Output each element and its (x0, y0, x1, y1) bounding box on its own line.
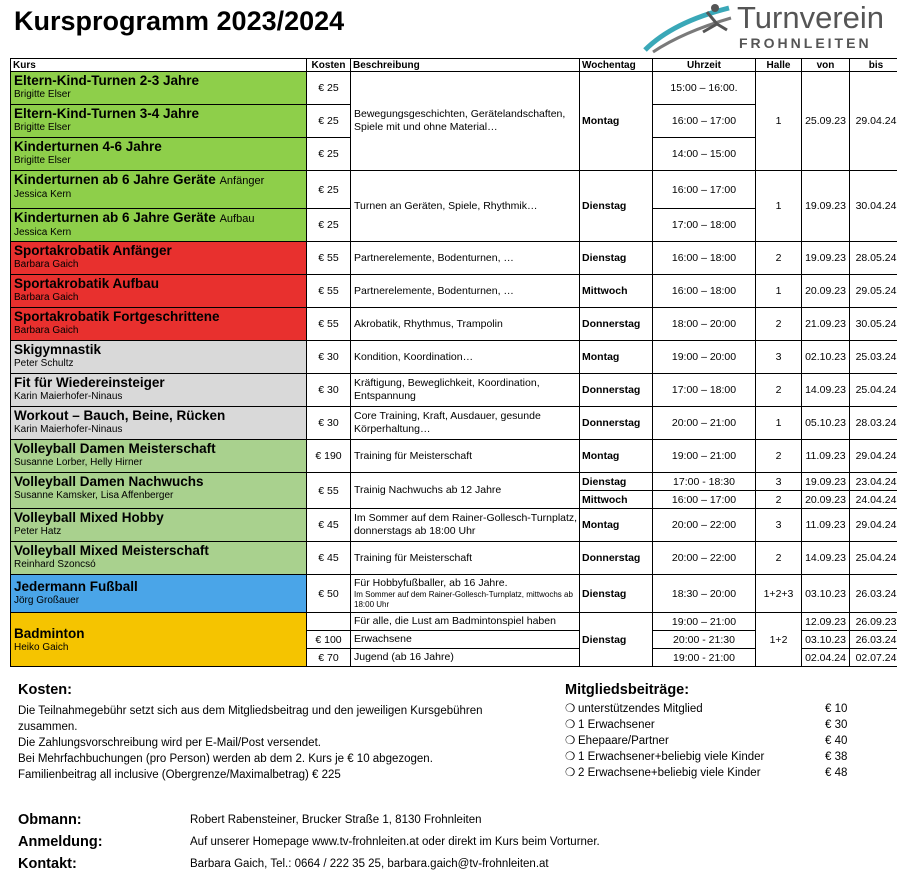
time-cell: 18:00 – 20:00 (653, 308, 756, 341)
time-cell: 16:00 – 17:00 (653, 105, 756, 138)
cost-cell: € 55 (307, 275, 351, 308)
membership-heading: Mitgliedsbeiträge: (565, 682, 690, 698)
weekday-cell: Mittwoch (580, 275, 653, 308)
cost-cell: € 25 (307, 138, 351, 171)
header-halle: Halle (756, 59, 802, 72)
time-cell: 16:00 – 17:00 (653, 491, 756, 509)
cost-cell: € 55 (307, 308, 351, 341)
cost-cell: € 55 (307, 473, 351, 509)
to-cell: 29.04.24 (850, 440, 897, 473)
course-cell: Volleyball Damen Meisterschaft Susanne Lorber, Helly Hirner (11, 440, 307, 473)
table-row (11, 374, 897, 407)
cost-cell: € 25 (307, 171, 351, 209)
from-cell: 02.10.23 (802, 341, 850, 374)
cost-cell: € 50 (307, 575, 351, 613)
weekday-cell: Dienstag (580, 171, 653, 242)
course-cell: Volleyball Mixed Hobby Peter Hatz (11, 509, 307, 542)
costs-line: Familienbeitrag all inclusive (Obergrenze/Maximalbetrag) € 225 (18, 769, 341, 781)
circle-bullet-icon: ❍ (565, 735, 576, 747)
from-cell: 03.10.23 (802, 575, 850, 613)
time-cell: 16:00 – 18:00 (653, 242, 756, 275)
course-cell: Skigymnastik Peter Schultz (11, 341, 307, 374)
description-cell: Training für Meisterschaft (351, 542, 580, 575)
to-cell: 26.09.23 (850, 613, 897, 631)
course-cell: Kinderturnen 4-6 Jahre Brigitte Elser (11, 138, 307, 171)
list-item: ❍ 1 Erwachsener+beliebig viele Kinder € 38 (565, 751, 848, 763)
club-logo (643, 0, 893, 56)
cost-cell: € 45 (307, 542, 351, 575)
hall-cell: 1 (756, 407, 802, 440)
cost-cell: € 100 (307, 631, 351, 649)
course-cell: Eltern-Kind-Turnen 2-3 Jahre Brigitte Elser (11, 72, 307, 105)
weekday-cell: Dienstag (580, 575, 653, 613)
hall-cell: 2 (756, 542, 802, 575)
header-von: von (802, 59, 850, 72)
hall-cell: 3 (756, 509, 802, 542)
hall-cell: 2 (756, 374, 802, 407)
course-cell: Sportakrobatik Anfänger Barbara Gaich (11, 242, 307, 275)
cost-cell: € 30 (307, 374, 351, 407)
header-kurs: Kurs (11, 59, 307, 72)
description-cell: Jugend (ab 16 Jahre) (351, 649, 580, 667)
weekday-cell: Montag (580, 440, 653, 473)
to-cell: 26.03.24 (850, 575, 897, 613)
time-cell: 20:00 – 22:00 (653, 542, 756, 575)
to-cell: 25.03.24 (850, 341, 897, 374)
weekday-cell: Dienstag (580, 613, 653, 667)
description-cell: Kondition, Koordination… (351, 341, 580, 374)
cost-cell: € 45 (307, 509, 351, 542)
weekday-cell: Donnerstag (580, 407, 653, 440)
cost-cell (307, 613, 351, 631)
time-cell: 17:00 – 18:00 (653, 209, 756, 242)
time-cell: 17:00 - 18:30 (653, 473, 756, 491)
table-row (11, 72, 897, 105)
table-row (11, 542, 897, 575)
header-beschreibung: Beschreibung (351, 59, 580, 72)
description-cell: Im Sommer auf dem Rainer-Gollesch-Turnplatz, donnerstags ab 18:00 Uhr (351, 509, 580, 542)
cost-cell: € 25 (307, 105, 351, 138)
cost-cell: € 55 (307, 242, 351, 275)
time-cell: 20:00 – 22:00 (653, 509, 756, 542)
time-cell: 19:00 – 20:00 (653, 341, 756, 374)
course-cell: Sportakrobatik Fortgeschrittene Barbara Gaich (11, 308, 307, 341)
header-uhrzeit: Uhrzeit (653, 59, 756, 72)
course-cell: Badminton Heiko Gaich (11, 613, 307, 667)
time-cell: 15:00 – 16:00. (653, 72, 756, 105)
hall-cell: 2 (756, 440, 802, 473)
logo-name: Turnverein (737, 0, 885, 35)
circle-bullet-icon: ❍ (565, 719, 576, 731)
time-cell: 20:00 - 21:30 (653, 631, 756, 649)
to-cell: 29.04.24 (850, 509, 897, 542)
hall-cell: 1+2+3 (756, 575, 802, 613)
header-kosten: Kosten (307, 59, 351, 72)
hall-cell: 2 (756, 491, 802, 509)
description-cell: Partnerelemente, Bodenturnen, … (351, 242, 580, 275)
weekday-cell: Montag (580, 72, 653, 171)
cost-cell: € 25 (307, 72, 351, 105)
weekday-cell: Dienstag (580, 473, 653, 491)
cost-cell: € 30 (307, 407, 351, 440)
membership-section (565, 682, 865, 781)
description-cell: Kräftigung, Beweglichkeit, Koordination, Entspannung (351, 374, 580, 407)
hall-cell: 3 (756, 341, 802, 374)
weekday-cell: Donnerstag (580, 374, 653, 407)
weekday-cell: Montag (580, 341, 653, 374)
to-cell: 28.05.24 (850, 242, 897, 275)
time-cell: 19:00 - 21:00 (653, 649, 756, 667)
weekday-cell: Mittwoch (580, 491, 653, 509)
from-cell: 20.09.23 (802, 275, 850, 308)
course-cell: Kinderturnen ab 6 Jahre Geräte Aufbau Jessica Kern (11, 209, 307, 242)
to-cell: 30.04.24 (850, 171, 897, 242)
description-cell: Partnerelemente, Bodenturnen, … (351, 275, 580, 308)
list-item: ❍ Ehepaare/Partner € 40 (565, 735, 848, 747)
table-row (11, 308, 897, 341)
hall-cell: 2 (756, 308, 802, 341)
course-cell: Kinderturnen ab 6 Jahre Geräte Anfänger Jessica Kern (11, 171, 307, 209)
to-cell: 23.04.24 (850, 473, 897, 491)
table-row (11, 407, 897, 440)
time-cell: 19:00 – 21:00 (653, 613, 756, 631)
cost-cell: € 30 (307, 341, 351, 374)
to-cell: 24.04.24 (850, 491, 897, 509)
table-row (11, 613, 897, 631)
weekday-cell: Donnerstag (580, 542, 653, 575)
from-cell: 05.10.23 (802, 407, 850, 440)
course-cell: Volleyball Damen Nachwuchs Susanne Kamsker, Lisa Affenberger (11, 473, 307, 509)
from-cell: 14.09.23 (802, 374, 850, 407)
from-cell: 02.04.24 (802, 649, 850, 667)
description-cell: Akrobatik, Rhythmus, Trampolin (351, 308, 580, 341)
to-cell: 25.04.24 (850, 374, 897, 407)
description-cell: Für Hobbyfußballer, ab 16 Jahre. Im Sommer auf dem Rainer-Gollesch-Turnplatz, mittwochs ab 18:00 Uhr (351, 575, 580, 613)
circle-bullet-icon: ❍ (565, 703, 576, 715)
description-cell: Trainig Nachwuchs ab 12 Jahre (351, 473, 580, 509)
from-cell: 14.09.23 (802, 542, 850, 575)
course-cell: Jedermann Fußball Jörg Großauer (11, 575, 307, 613)
table-row (11, 341, 897, 374)
list-item: ❍ 2 Erwachsene+beliebig viele Kinder € 48 (565, 767, 848, 779)
list-item: ❍ unterstützendes Mitglied € 10 (565, 703, 848, 715)
from-cell: 19.09.23 (802, 473, 850, 491)
course-cell: Sportakrobatik Aufbau Barbara Gaich (11, 275, 307, 308)
from-cell: 03.10.23 (802, 631, 850, 649)
costs-line: Die Teilnahmegebühr setzt sich aus dem Mitgliedsbeitrag und den jeweiligen Kursgebühren zusammen. (18, 705, 483, 733)
time-cell: 19:00 – 21:00 (653, 440, 756, 473)
from-cell: 19.09.23 (802, 171, 850, 242)
hall-cell: 3 (756, 473, 802, 491)
time-cell: 16:00 – 17:00 (653, 171, 756, 209)
to-cell: 25.04.24 (850, 542, 897, 575)
cost-cell: € 70 (307, 649, 351, 667)
description-cell: Für alle, die Lust am Badmintonspiel haben (351, 613, 580, 631)
description-cell: Training für Meisterschaft (351, 440, 580, 473)
cost-cell: € 190 (307, 440, 351, 473)
logo-town: FROHNLEITEN (739, 35, 872, 51)
table-row (11, 275, 897, 308)
description-cell: Turnen an Geräten, Spiele, Rhythmik… (351, 171, 580, 242)
from-cell: 25.09.23 (802, 72, 850, 171)
course-cell: Eltern-Kind-Turnen 3-4 Jahre Brigitte Elser (11, 105, 307, 138)
list-item: ❍ 1 Erwachsener € 30 (565, 719, 848, 731)
header-bis: bis (850, 59, 897, 72)
time-cell: 16:00 – 18:00 (653, 275, 756, 308)
circle-bullet-icon: ❍ (565, 767, 576, 779)
costs-line: Bei Mehrfachbuchungen (pro Person) werden ab dem 2. Kurs je € 10 abgezogen. (18, 753, 433, 765)
hall-cell: 1 (756, 171, 802, 242)
hall-cell: 1 (756, 275, 802, 308)
weekday-cell: Dienstag (580, 242, 653, 275)
to-cell: 30.05.24 (850, 308, 897, 341)
description-cell: Core Training, Kraft, Ausdauer, gesunde Körperhaltung… (351, 407, 580, 440)
circle-bullet-icon: ❍ (565, 751, 576, 763)
time-cell: 20:00 – 21:00 (653, 407, 756, 440)
from-cell: 21.09.23 (802, 308, 850, 341)
header-row (11, 59, 897, 72)
time-cell: 14:00 – 15:00 (653, 138, 756, 171)
table-row (11, 473, 897, 491)
course-cell: Volleyball Mixed Meisterschaft Reinhard Szoncsó (11, 542, 307, 575)
time-cell: 18:30 – 20:00 (653, 575, 756, 613)
weekday-cell: Montag (580, 509, 653, 542)
description-cell: Bewegungsgeschichten, Gerätelandschaften, Spiele mit und ohne Material… (351, 72, 580, 171)
to-cell: 28.03.24 (850, 407, 897, 440)
weekday-cell: Donnerstag (580, 308, 653, 341)
table-row (11, 242, 897, 275)
time-cell: 17:00 – 18:00 (653, 374, 756, 407)
costs-heading: Kosten: (18, 682, 72, 698)
course-cell: Workout – Bauch, Beine, Rücken Karin Maierhofer-Ninaus (11, 407, 307, 440)
gymnast-logo-icon (643, 2, 735, 54)
table-row (11, 575, 897, 613)
to-cell: 29.05.24 (850, 275, 897, 308)
description-cell: Erwachsene (351, 631, 580, 649)
course-table (10, 58, 897, 667)
to-cell: 02.07.24 (850, 649, 897, 667)
from-cell: 20.09.23 (802, 491, 850, 509)
table-row (11, 171, 897, 209)
hall-cell: 1 (756, 72, 802, 171)
to-cell: 29.04.24 (850, 72, 897, 171)
costs-section (18, 682, 538, 783)
from-cell: 19.09.23 (802, 242, 850, 275)
course-cell: Fit für Wiedereinsteiger Karin Maierhofer-Ninaus (11, 374, 307, 407)
cost-cell: € 25 (307, 209, 351, 242)
hall-cell: 1+2 (756, 613, 802, 667)
from-cell: 11.09.23 (802, 440, 850, 473)
to-cell: 26.03.24 (850, 631, 897, 649)
from-cell: 11.09.23 (802, 509, 850, 542)
from-cell: 12.09.23 (802, 613, 850, 631)
hall-cell: 2 (756, 242, 802, 275)
table-row (11, 440, 897, 473)
table-row (11, 509, 897, 542)
costs-line: Die Zahlungsvorschreibung wird per E-Mail/Post versendet. (18, 737, 321, 749)
header-wochentag: Wochentag (580, 59, 653, 72)
page-title: Kursprogramm 2023/2024 (14, 6, 345, 36)
